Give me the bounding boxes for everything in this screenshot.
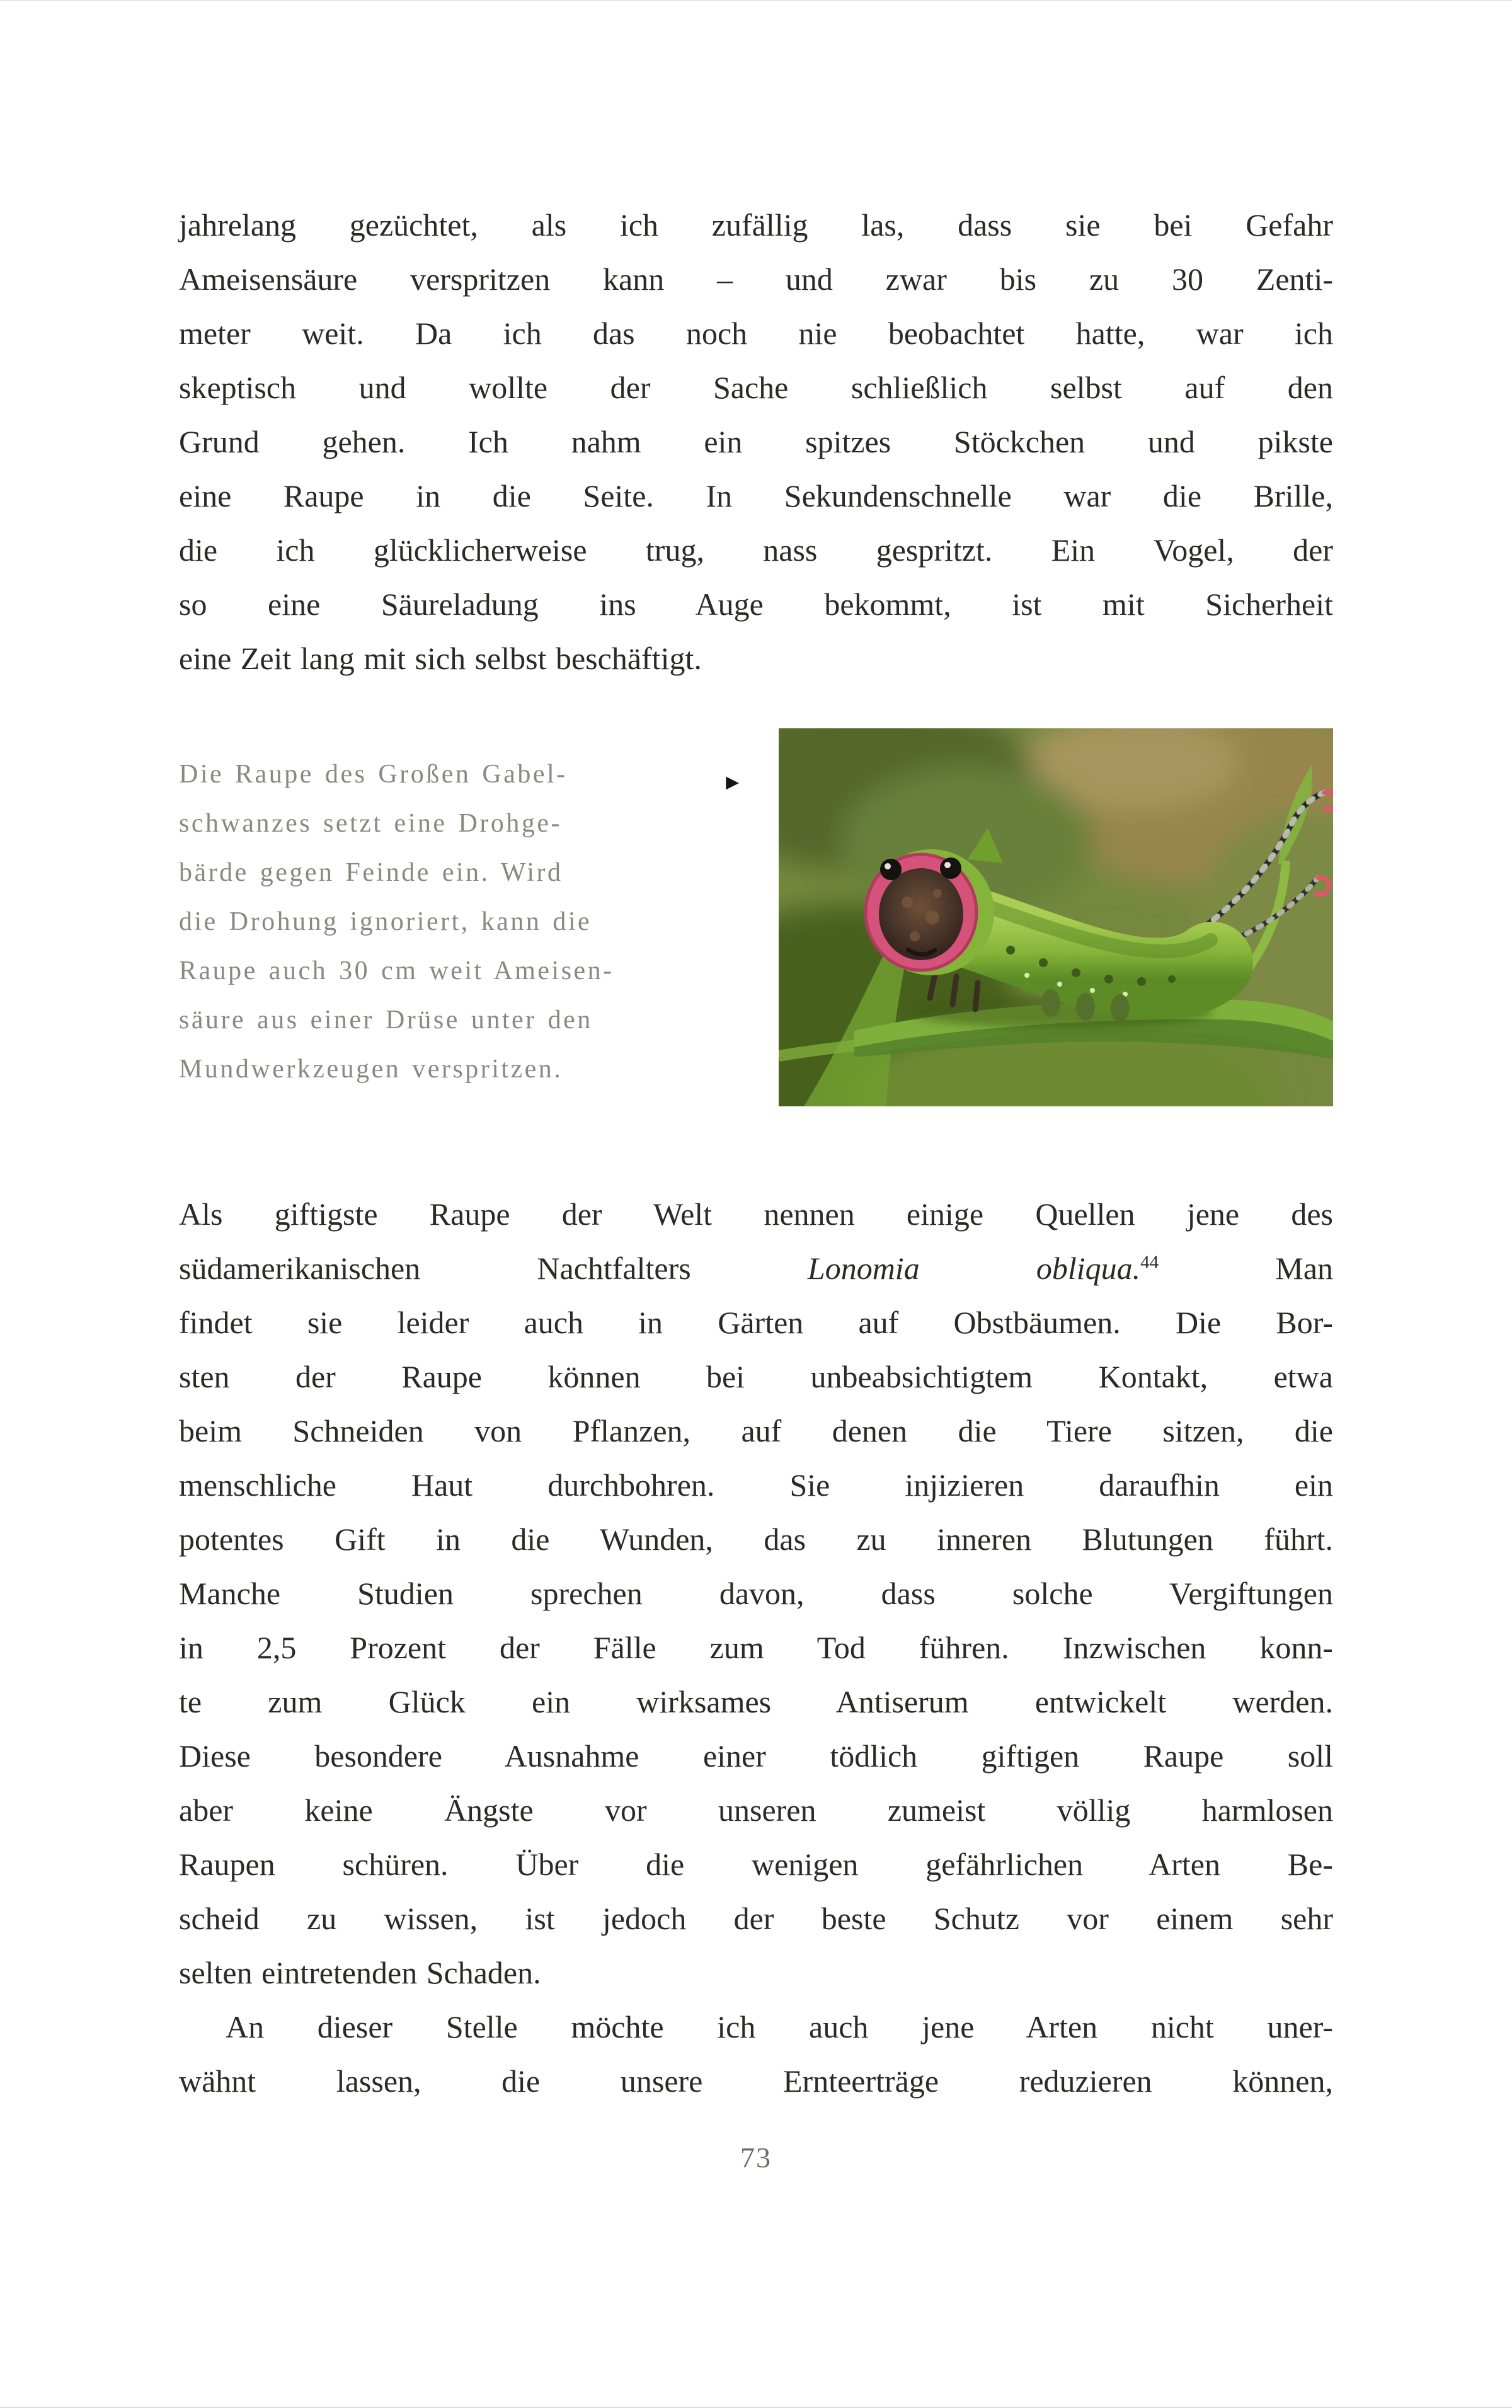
text-segment: skeptisch und wollte der Sache schließlich selbst auf den — [179, 370, 1333, 405]
text-line — [179, 523, 1333, 577]
text-line — [179, 415, 1333, 469]
text-line — [179, 848, 749, 897]
caterpillar-illustration — [779, 728, 1333, 1106]
text-line — [179, 946, 749, 995]
text-line — [179, 1729, 1333, 1783]
caterpillar-head — [866, 849, 994, 975]
text-segment: Ameisensäure verspritzen kann – und zwar bis zu 30 Zenti- — [179, 261, 1333, 297]
text-segment: menschliche Haut durchbohren. Sie injizieren daraufhin ein — [179, 1467, 1333, 1503]
text-segment: findet sie leider auch in Gärten auf Obstbäumen. Die Bor- — [179, 1305, 1333, 1340]
text-line — [179, 995, 749, 1045]
text-segment: An dieser Stelle möchte ich auch jene Arten nicht uner- — [226, 2009, 1333, 2044]
text-segment: bärde gegen Feinde ein. Wird — [179, 858, 563, 887]
text-line — [179, 1045, 749, 1094]
text-line — [179, 1891, 1333, 1946]
text-segment: eine Raupe in die Seite. In Sekundenschnelle war die Brille, — [179, 478, 1333, 513]
text-line — [179, 1620, 1333, 1675]
text-segment: Als giftigste Raupe der Welt nennen einige Quellen jene des — [179, 1196, 1333, 1232]
caption-pointer-icon: ▶ — [726, 772, 739, 791]
text-segment: selten eintretenden Schaden. — [179, 1955, 541, 1990]
text-line — [179, 1566, 1333, 1620]
text-segment: Die Raupe des Großen Gabel- — [179, 760, 568, 789]
paragraph-closing — [179, 2000, 1333, 2108]
text-line — [179, 1837, 1333, 1891]
text-segment: die Drohung ignoriert, kann die — [179, 907, 592, 936]
text-column — [179, 198, 1333, 2108]
text-segment: Raupe auch 30 cm weit Ameisen- — [179, 956, 614, 985]
text-line — [179, 1295, 1333, 1350]
text-line — [179, 1675, 1333, 1729]
text-line — [179, 1946, 1333, 2000]
text-segment: scheid zu wissen, ist jedoch der beste Schutz vor einem sehr — [179, 1901, 1333, 1936]
text-segment: Diese besondere Ausnahme einer tödlich giftigen Raupe soll — [179, 1738, 1333, 1774]
text-segment: aber keine Ängste vor unseren zumeist völlig harmlosen — [179, 1792, 1333, 1828]
figure-block — [179, 728, 1333, 1106]
text-line — [179, 252, 1333, 306]
text-line — [179, 469, 1333, 523]
caterpillar-photo — [779, 728, 1333, 1106]
text-line — [179, 2000, 1333, 2054]
text-line — [179, 631, 1333, 685]
footnote-reference: 44 — [1140, 1252, 1159, 1273]
text-segment: so eine Säureladung ins Auge bekommt, ist mit Sicherheit — [179, 587, 1333, 622]
figure-caption — [179, 728, 749, 1094]
text-segment: Lonomia obliqua. — [807, 1251, 1141, 1286]
text-line — [179, 198, 1333, 252]
text-segment: südamerikanischen Nachtfalters — [179, 1251, 808, 1286]
paragraph-top — [179, 198, 1333, 685]
text-segment: beim Schneiden von Pflanzen, auf denen die Tiere sitzen, die — [179, 1413, 1333, 1448]
text-segment: wähnt lassen, die unsere Ernteerträge reduzieren können, — [179, 2063, 1333, 2099]
text-segment: Grund gehen. Ich nahm ein spitzes Stöckchen und pikste — [179, 424, 1333, 459]
text-segment: in 2,5 Prozent der Fälle zum Tod führen. Inzwischen konn- — [179, 1630, 1333, 1665]
text-line — [179, 1458, 1333, 1512]
text-line — [179, 1350, 1333, 1404]
text-line — [179, 1404, 1333, 1458]
text-line — [179, 1187, 1333, 1241]
text-segment: eine Zeit lang mit sich selbst beschäftigt. — [179, 641, 702, 676]
text-segment: die ich glücklicherweise trug, nass gespritzt. Ein Vogel, der — [179, 532, 1333, 568]
text-segment: säure aus einer Drüse unter den — [179, 1006, 593, 1035]
text-line — [179, 1512, 1333, 1566]
text-line — [179, 897, 749, 946]
page-number: 73 — [740, 2141, 772, 2174]
text-segment: jahrelang gezüchtet, als ich zufällig las, dass sie bei Gefahr — [179, 207, 1333, 243]
paragraph-main — [179, 1187, 1333, 2000]
text-line — [179, 1783, 1333, 1837]
text-line — [179, 750, 749, 799]
text-segment: Manche Studien sprechen davon, dass solche Vergiftungen — [179, 1576, 1333, 1611]
text-segment: Mundwerkzeugen verspritzen. — [179, 1055, 563, 1084]
text-line — [179, 577, 1333, 631]
text-segment: Man — [1159, 1251, 1334, 1286]
text-line — [179, 799, 749, 848]
text-segment: te zum Glück ein wirksames Antiserum entwickelt werden. — [179, 1684, 1333, 1719]
text-segment: sten der Raupe können bei unbeabsichtigtem Kontakt, etwa — [179, 1359, 1333, 1394]
text-line — [179, 306, 1333, 360]
text-segment: Raupen schüren. Über die wenigen gefährlichen Arten Be- — [179, 1847, 1333, 1882]
text-line — [179, 360, 1333, 415]
text-line — [179, 2054, 1333, 2108]
text-segment: meter weit. Da ich das noch nie beobachtet hatte, war ich — [179, 316, 1333, 351]
text-segment: schwanzes setzt eine Drohge- — [179, 809, 562, 838]
text-line — [179, 1241, 1333, 1295]
text-segment: potentes Gift in die Wunden, das zu inneren Blutungen führt. — [179, 1522, 1333, 1557]
